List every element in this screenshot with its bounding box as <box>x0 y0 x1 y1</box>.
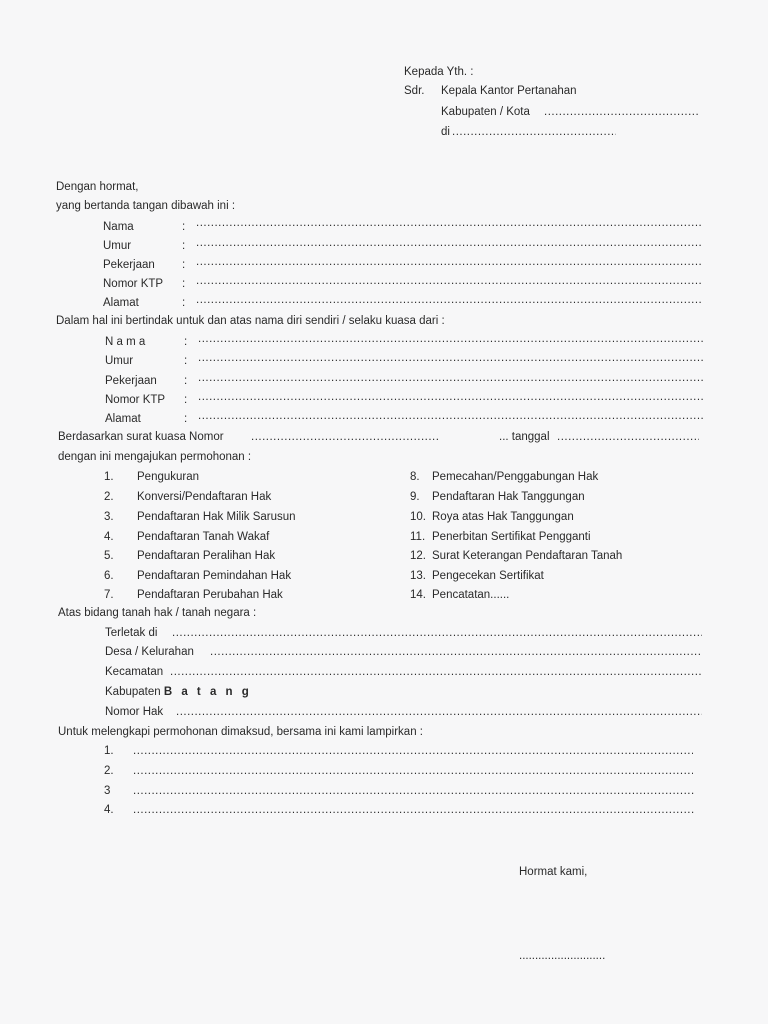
representation-intro: Dalam hal ini bertindak untuk dan atas nama diri sendiri / selaku kuasa dari : <box>56 315 445 327</box>
request-number: 8. <box>410 471 420 483</box>
applicant-name-dots[interactable] <box>196 217 702 229</box>
recipient-regency-dots[interactable] <box>544 106 698 118</box>
request-option[interactable]: Pemecahan/Penggabungan Hak <box>432 471 599 483</box>
field-colon: : <box>184 394 188 406</box>
field-label: Umur <box>105 355 134 367</box>
field-colon: : <box>184 413 188 425</box>
attachment-dots[interactable] <box>133 745 693 757</box>
request-number: 6. <box>104 570 114 582</box>
request-number: 11. <box>410 531 426 543</box>
field-colon: : <box>182 259 186 271</box>
land-district-label: Kecamatan <box>105 666 164 678</box>
attachment-number: 1. <box>104 745 114 757</box>
field-colon: : <box>182 240 186 252</box>
field-label: Nomor KTP <box>105 394 166 406</box>
field-colon: : <box>182 221 186 233</box>
recipient-location-dots[interactable] <box>452 126 616 138</box>
request-number: 12. <box>410 550 426 562</box>
field-label: Alamat <box>105 413 141 425</box>
request-number: 2. <box>104 491 114 503</box>
field-colon: : <box>184 375 188 387</box>
request-option[interactable]: Pendaftaran Hak Tanggungan <box>432 491 585 503</box>
land-village-dots[interactable] <box>210 646 702 658</box>
recipient-location-label: di <box>441 126 450 138</box>
land-regency-value: B a t a n g <box>163 686 252 698</box>
recipient-regency-label: Kabupaten / Kota <box>441 106 530 118</box>
field-label: Pekerjaan <box>105 375 157 387</box>
land-right-number-label: Nomor Hak <box>105 706 164 718</box>
field-colon: : <box>184 355 188 367</box>
land-village-label: Desa / Kelurahan <box>105 646 194 658</box>
land-right-number-dots[interactable] <box>176 706 702 718</box>
request-number: 13. <box>410 570 426 582</box>
principal-address-dots[interactable] <box>198 410 704 422</box>
request-option[interactable]: Pendaftaran Perubahan Hak <box>137 589 283 601</box>
request-number: 4. <box>104 531 114 543</box>
applicant-age-dots[interactable] <box>196 237 702 249</box>
land-intro: Atas bidang tanah hak / tanah negara : <box>58 607 257 619</box>
principal-occupation-dots[interactable] <box>198 372 704 384</box>
signatory-intro: yang bertanda tangan dibawah ini : <box>56 200 236 212</box>
power-of-attorney-label: Berdasarkan surat kuasa Nomor <box>58 431 224 443</box>
field-label: Umur <box>103 240 132 252</box>
request-number: 7. <box>104 589 114 601</box>
field-colon: : <box>184 336 188 348</box>
land-district-dots[interactable] <box>170 666 702 678</box>
field-label: Nomor KTP <box>103 278 164 290</box>
field-label: Alamat <box>103 297 139 309</box>
request-number: 1. <box>104 471 114 483</box>
request-option[interactable]: Surat Keterangan Pendaftaran Tanah <box>432 550 623 562</box>
request-number: 3. <box>104 511 114 523</box>
field-colon: : <box>182 278 186 290</box>
request-option[interactable]: Pencatatan...... <box>432 589 510 601</box>
field-label: Nama <box>103 221 134 233</box>
request-option[interactable]: Pengukuran <box>137 471 200 483</box>
request-option[interactable]: Pendaftaran Peralihan Hak <box>137 550 276 562</box>
field-colon: : <box>182 297 186 309</box>
request-option[interactable]: Roya atas Hak Tanggungan <box>432 511 574 523</box>
attachment-number: 4. <box>104 804 114 816</box>
greeting: Dengan hormat, <box>56 181 139 193</box>
land-location-dots[interactable] <box>172 627 702 639</box>
power-of-attorney-number-dots[interactable] <box>251 431 439 443</box>
request-option[interactable]: Penerbitan Sertifikat Pengganti <box>432 531 591 543</box>
signature-line[interactable]: ........................... <box>519 950 606 962</box>
request-option[interactable]: Pendaftaran Tanah Wakaf <box>137 531 270 543</box>
attachment-number: 2. <box>104 765 114 777</box>
field-label: Pekerjaan <box>103 259 155 271</box>
closing-regards: Hormat kami, <box>519 866 588 878</box>
requests-intro: dengan ini mengajukan permohonan : <box>58 451 252 463</box>
attachment-dots[interactable] <box>133 785 695 797</box>
recipient-heading: Kepada Yth. : <box>404 66 474 78</box>
request-number: 9. <box>410 491 420 503</box>
request-option[interactable]: Pendaftaran Pemindahan Hak <box>137 570 292 582</box>
request-number: 5. <box>104 550 114 562</box>
applicant-occupation-dots[interactable] <box>196 256 702 268</box>
principal-name-dots[interactable] <box>198 333 704 345</box>
attachment-dots[interactable] <box>133 765 693 777</box>
land-regency-label: Kabupaten B a t a n g <box>105 686 252 698</box>
power-of-attorney-date-dots[interactable] <box>557 431 699 443</box>
land-location-label: Terletak di <box>105 627 158 639</box>
principal-ktp-dots[interactable] <box>198 391 704 403</box>
recipient-office: Kepala Kantor Pertanahan <box>441 85 577 97</box>
attachments-intro: Untuk melengkapi permohonan dimaksud, bersama ini kami lampirkan : <box>58 726 423 738</box>
applicant-ktp-dots[interactable] <box>196 275 702 287</box>
recipient-sdr: Sdr. <box>404 85 425 97</box>
power-of-attorney-date-label: ... tanggal <box>499 431 550 443</box>
request-option[interactable]: Pendaftaran Hak Milik Sarusun <box>137 511 296 523</box>
field-label: N a m a <box>105 336 146 348</box>
attachment-number: 3 <box>104 785 111 797</box>
request-option[interactable]: Pengecekan Sertifikat <box>432 570 544 582</box>
request-number: 14. <box>410 589 426 601</box>
applicant-address-dots[interactable] <box>196 294 702 306</box>
request-option[interactable]: Konversi/Pendaftaran Hak <box>137 491 272 503</box>
principal-age-dots[interactable] <box>198 352 704 364</box>
attachment-dots[interactable] <box>133 804 695 816</box>
request-number: 10. <box>410 511 426 523</box>
